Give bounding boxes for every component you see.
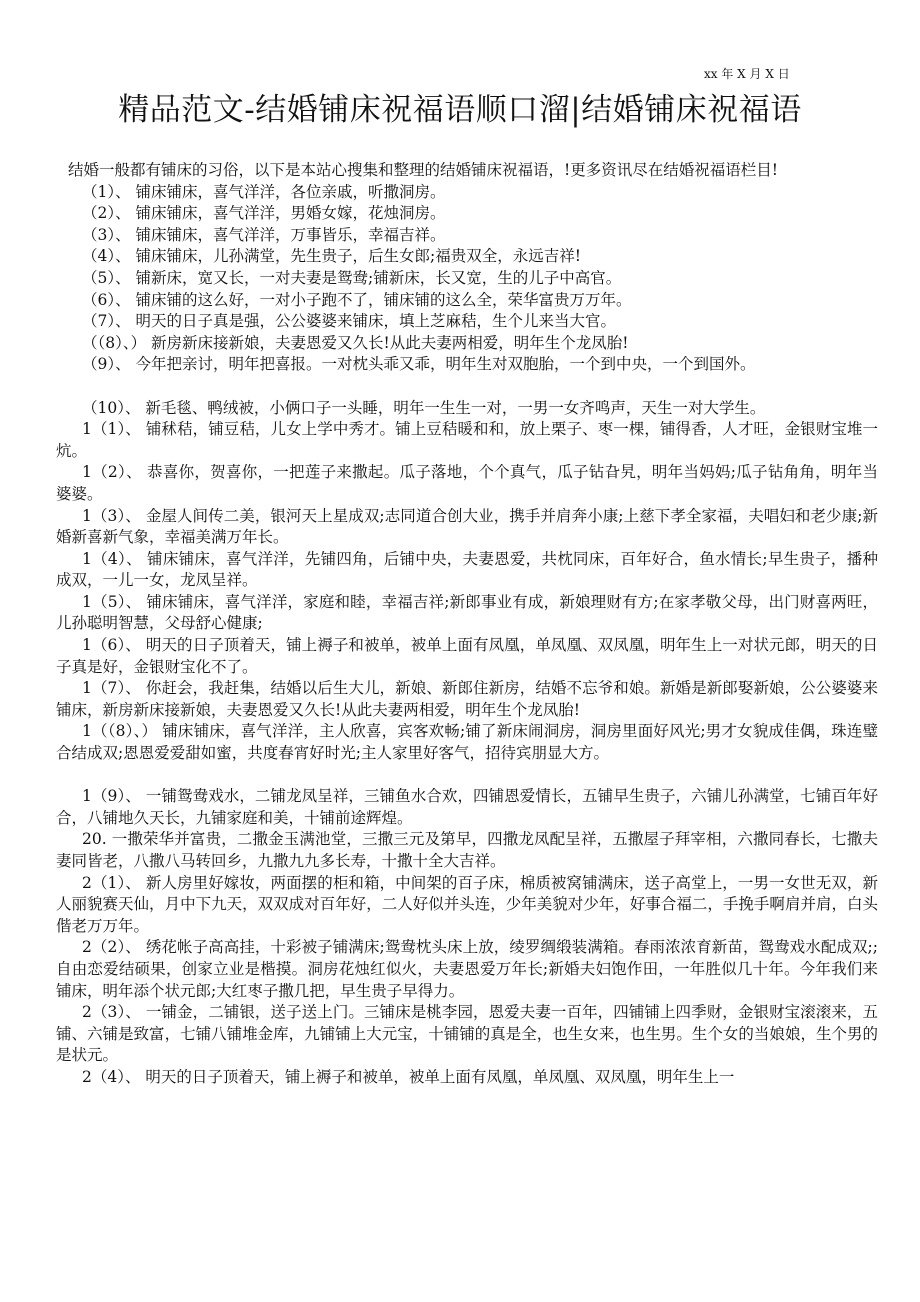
list-item: （1）、 铺床铺床，喜气洋洋，各位亲戚，听撒洞房。 xyxy=(82,182,446,201)
list-item: 1（3）、 金屋人间传二美，银河天上星成双;志同道合创大业，携手并肩奔小康;上慈下孝全家福，夫唱妇和老少康;新婚新喜新气象，幸福美满万年长。 xyxy=(56,506,878,547)
list-item: 1（（8）、） 铺床铺床，喜气洋洋，主人欣喜，宾客欢畅;铺了新床闹洞房，洞房里面好风光;男才女貌成佳偶，珠连璧合结成双;恩恩爱爱甜如蜜，共度春宵好时光;主人家里好客气，招待宾朋显大方。 xyxy=(56,722,878,763)
list-item: 1（9）、 一铺鸳鸯戏水，二铺龙凤呈祥，三铺鱼水合欢，四铺恩爱情长，五铺早生贵子，六铺儿孙满堂，七铺百年好合，八铺地久天长，九铺家庭和美，十铺前途辉煌。 xyxy=(56,787,878,827)
list-item: 1（1）、 铺秫秸，铺豆秸，儿女上学中秀才。铺上豆秸暖和和，放上栗子、枣一棵，铺得香，人才旺，金银财宝堆一炕。 xyxy=(56,420,878,460)
list-item: 1（6）、 明天的日子顶着天，铺上褥子和被单，被单上面有凤凰，单凤凰、双凤凰，明年生上一对状元郎，明天的日子真是好，金银财宝化不了。 xyxy=(56,636,878,676)
list-item: 20. 一撒荣华并富贵，二撒金玉满池堂，三撒三元及第早，四撒龙凤配呈祥，五撒屋子拜宰相，六撒同春长，七撒夫妻同皆老，八撒八马转回乡，九撒九九多长寿，十撒十全大吉祥。 xyxy=(56,830,878,870)
document-title: 精品范文-结婚铺床祝福语顺口溜|结婚铺床祝福语 xyxy=(118,92,802,128)
list-item: 2（1）、 新人房里好嫁妆，两面摆的柜和箱，中间架的百子床，棉质被窝铺满床，送子高堂上，一男一女世无双，新人丽貌赛天仙，月中下九天，双双成对百年好，二人好似并头连，少年美貌对少年，好事合福二，手挽手啊肩并肩，白头偕老万万年。 xyxy=(56,873,878,935)
list-item: （7）、 明天的日子真是强，公公婆婆来铺床，填上芝麻秸，生个儿来当大官。 xyxy=(82,312,617,331)
list-item: 1（5）、 铺床铺床，喜气洋洋，家庭和睦，幸福吉祥;新郎事业有成，新娘理财有方;在家孝敬父母，出门财喜两旺，儿孙聪明智慧，父母舒心健康; xyxy=(56,592,878,633)
list-item: （3）、 铺床铺床，喜气洋洋，万事皆乐，幸福吉祥。 xyxy=(82,225,446,244)
list-item: 2（2）、 绣花帐子高高挂，十彩被子铺满床;鸳鸯枕头床上放，绫罗绸缎装满箱。春雨浓浓育新苗，鸳鸯戏水配成双;;自由恋爱结硕果，创家立业是楷摸。洞房花烛红似火，夫妻恩爱万年长;新婚夫妇饱作田，一年胜似几十年。今年我们来铺床，明年添个状元郎;大红枣子撒几把，早生贵子早得力。 xyxy=(56,938,878,1000)
list-item: （9）、 今年把亲讨，明年把喜报。一对枕头乖又乖，明年生对双胞胎，一个到中央，一个到国外。 xyxy=(82,355,756,374)
list-item: 2（4）、 明天的日子顶着天，铺上褥子和被单，被单上面有凤凰，单凤凰、双凤凰，明年生上一 xyxy=(82,1067,735,1086)
document-date: xx 年 X 月 X 日 xyxy=(704,67,790,81)
document-body xyxy=(56,160,878,1089)
list-item: 1（4）、 铺床铺床，喜气洋洋，先铺四角，后铺中央，夫妻恩爱，共枕同床，百年好合，鱼水情长;早生贵子，播种成双，一儿一女，龙凤呈祥。 xyxy=(56,549,878,590)
list-item: （2）、 铺床铺床，喜气洋洋，男婚女嫁，花烛洞房。 xyxy=(82,204,446,223)
intro-paragraph: 结婚一般都有铺床的习俗，以下是本站心搜集和整理的结婚铺床祝福语，!更多资讯尽在结婚祝福语栏目! xyxy=(68,161,778,179)
list-item: （10）、 新毛毯、鸭绒被，小俩口子一头睡，明年一生生一对，一男一女齐鸣声，天生一对大学生。 xyxy=(82,398,766,417)
list-item: （6）、 铺床铺的这么好，一对小子跑不了，铺床铺的这么全，荣华富贵万万年。 xyxy=(82,290,632,309)
list-item: 1（2）、 恭喜你，贺喜你，一把莲子来撒起。瓜子落地，个个真气，瓜子钻旮旯，明年当妈妈;瓜子钻角角，明年当婆婆。 xyxy=(56,463,878,503)
list-item: 1（7）、 你赶会，我赶集，结婚以后生大儿，新娘、新郎住新房，结婚不忘爷和娘。新婚是新郎娶新娘，公公婆婆来铺床，新房新床接新娘，夫妻恩爱又久长!从此夫妻两相爱，明年生个龙凤胎! xyxy=(56,679,878,719)
list-item: 2（3）、 一铺金，二铺银，送子送上门。三铺床是桃李园，恩爱夫妻一百年，四铺铺上四季财，金银财宝滚滚来，五铺、六铺是致富，七铺八铺堆金库，九铺铺上大元宝，十铺铺的真是全，也生女来，也生男。生个女的当娘娘，生个男的是状元。 xyxy=(56,1003,878,1065)
list-item: （（8）、） 新房新床接新娘，夫妻恩爱又久长!从此夫妻两相爱，明年生个龙凤胎! xyxy=(82,333,629,352)
list-item: （5）、 铺新床，宽又长，一对夫妻是鸳鸯;铺新床，长又宽，生的儿子中高官。 xyxy=(82,268,622,287)
list-item: （4）、 铺床铺床，儿孙满堂，先生贵子，后生女郎;福贵双全，永远吉祥! xyxy=(82,247,581,266)
